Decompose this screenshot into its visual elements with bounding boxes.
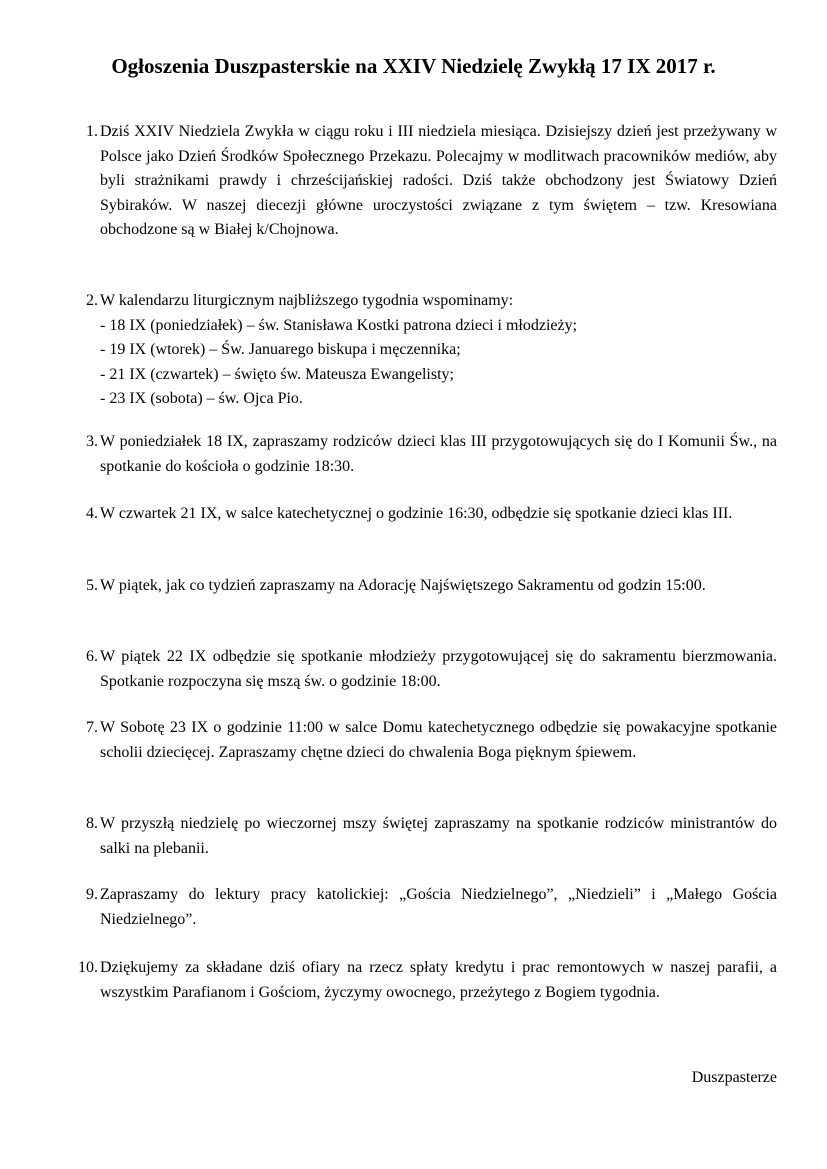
calendar-line: - 23 IX (sobota) – św. Ojca Pio. (100, 390, 303, 407)
calendar-line: - 18 IX (poniedziałek) – św. Stanisława Kostki patrona dzieci i młodzieży; (100, 316, 578, 334)
item-text: Dziś XXIV Niedziela Zwykła w ciągu roku i III niedziela miesiąca. Dzisiejszy dzień jest przeżywany w Polsce jako Dzień Środków Społecznego Przekazu. Polecajmy w modlitwach pracowników mediów, aby byli strażnikami prawdy i chrześcijańskiej radości. Dziś także obchodzony jest Światowy Dzień Sybiraków. W naszej diecezji główne uroczystości związane z tym świętem – tzw. Kresowiana obchodzone są w Białej k/Chojnowa. (100, 123, 777, 238)
item-text: W czwartek 21 IX, w salce katechetycznej o godzinie 16:30, odbędzie się spotkanie dzieci klas III. (100, 505, 733, 522)
item-text: W poniedziałek 18 IX, zapraszamy rodziców dzieci klas III przygotowujących się do I Komunii Św., na spotkanie do kościoła o godzinie 18:30. (100, 433, 777, 475)
item-text: W przyszłą niedzielę po wieczornej mszy świętej zapraszamy na spotkanie rodziców ministrantów do salki na plebanii. (100, 815, 777, 857)
item-number: 3. (86, 433, 98, 450)
item-number: 10. (78, 959, 98, 976)
item-text-block (100, 289, 777, 412)
item-number: 6. (86, 648, 98, 665)
item-number: 9. (86, 886, 98, 903)
item-number: 1. (86, 123, 98, 140)
item-number: 7. (86, 719, 98, 736)
document-title: Ogłoszenia Duszpasterskie na XXIV Niedzielę Zwykłą 17 IX 2017 r. (111, 54, 716, 78)
item-text: Dziękujemy za składane dziś ofiary na rzecz spłaty kredytu i prac remontowych w naszej parafii, a wszystkim Parafianom i Gościom, życzymy owocnego, przeżytego z Bogiem tygodnia. (100, 959, 777, 1001)
calendar-line: - 19 IX (wtorek) – Św. Januarego biskupa i męczennika; (100, 341, 461, 358)
item-text: Zapraszamy do lektury pracy katolickiej: „Gościa Niedzielnego”, „Niedzieli” i „Małego Gościa Niedzielnego”. (100, 886, 777, 928)
item-text: W Sobotę 23 IX o godzinie 11:00 w salce Domu katechetycznego odbędzie się powakacyjne spotkanie scholii dziecięcej. Zapraszamy chętne dzieci do chwalenia Boga pięknym śpiewem. (100, 719, 777, 761)
calendar-line: - 21 IX (czwartek) – święto św. Mateusza Ewangelisty; (100, 365, 454, 383)
item-number: 5. (86, 577, 98, 594)
item-text: W piątek 22 IX odbędzie się spotkanie młodzieży przygotowującej się do sakramentu bierzmowania. Spotkanie rozpoczyna się mszą św. o godzinie 18:00. (100, 648, 777, 690)
item-number: 2. (86, 292, 98, 309)
signature: Duszpasterze (691, 1069, 777, 1086)
item-number: 8. (86, 815, 98, 832)
item-text: W piątek, jak co tydzień zapraszamy na Adorację Najświętszego Sakramentu od godzin 15:00. (100, 577, 706, 594)
item-text: W kalendarzu liturgicznym najbliższego tygodnia wspominamy: (100, 292, 514, 309)
item-number: 4. (86, 505, 98, 522)
